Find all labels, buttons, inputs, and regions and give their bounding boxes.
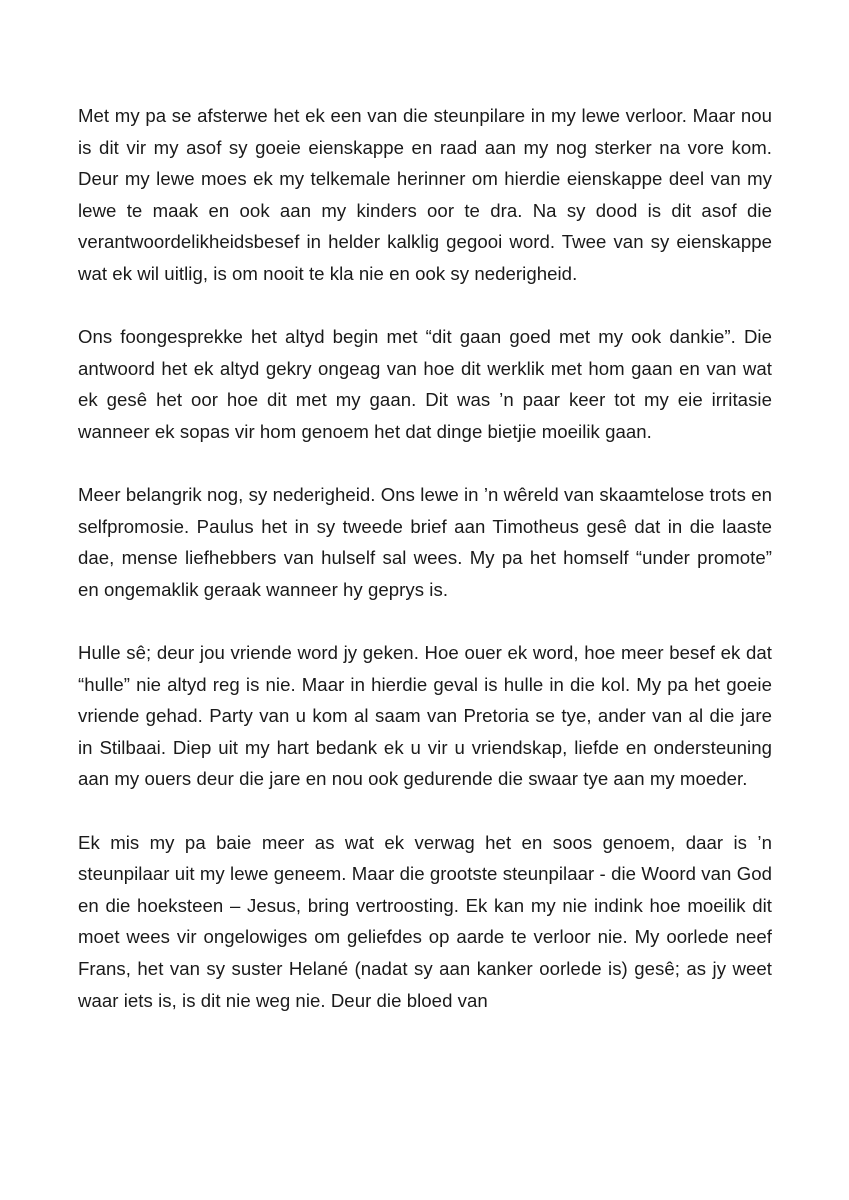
paragraph-nederigheid: Meer belangrik nog, sy nederigheid. Ons lewe in ’n wêreld van skaamtelose trots en selfpromosie. Paulus het in sy tweede brief aan Timotheus gesê dat in die laaste dae, mense liefhebbers van hulself sal wees. My pa het homself “under promote” en ongemaklik geraak wanneer hy geprys is. [78,484,772,600]
paragraph-foongesprekke: Ons foongesprekke het altyd begin met “dit gaan goed met my ook dankie”. Die antwoord het ek altyd gekry ongeag van hoe dit werklik met hom gaan en van wat ek gesê het oor hoe dit met my gaan. Dit was ’n paar keer tot my eie irritasie wanneer ek sopas vir hom genoem het dat dinge bietjie moeilik gaan. [78,326,772,442]
paragraph-steunpilaar: Ek mis my pa baie meer as wat ek verwag het en soos genoem, daar is ’n steunpilaar uit my lewe geneem. Maar die grootste steunpilaar - die Woord van God en die hoeksteen – Jesus, bring vertroosting. Ek kan my nie indink hoe moeilik dit moet wees vir ongelowiges om geliefdes op aarde te verloor nie. My oorlede neef Frans, het van sy suster Helané (nadat sy aan kanker oorlede is) gesê; as jy weet waar iets is, is dit nie weg nie. Deur die bloed van [78,831,772,1011]
paragraph-afsterwe: Met my pa se afsterwe het ek een van die steunpilare in my lewe verloor. Maar nou is dit vir my asof sy goeie eienskappe en raad aan my nog sterker na vore kom. Deur my lewe moes ek my telkemale herinner om hierdie eienskappe deel van my lewe te maak en ook aan my kinders oor te dra. Na sy dood is dit asof die verantwoordelikheidsbesef in helder kalklig gegooi word. Twee van sy eienskappe wat ek wil uitlig, is om nooit te kla nie en ook sy nederigheid. [78,105,772,284]
paragraph-vriende: Hulle sê; deur jou vriende word jy geken. Hoe ouer ek word, hoe meer besef ek dat “hulle” nie altyd reg is nie. Maar in hierdie geval is hulle in die kol. My pa het goeie vriende gehad. Party van u kom al saam van Pretoria se tye, ander van al die jare in Stilbaai. Diep uit my hart bedank ek u vir u vriendskap, liefde en ondersteuning aan my ouers deur die jare en nou ook gedurende die swaar tye aan my moeder. [78,642,772,790]
document-body [78,100,772,1048]
